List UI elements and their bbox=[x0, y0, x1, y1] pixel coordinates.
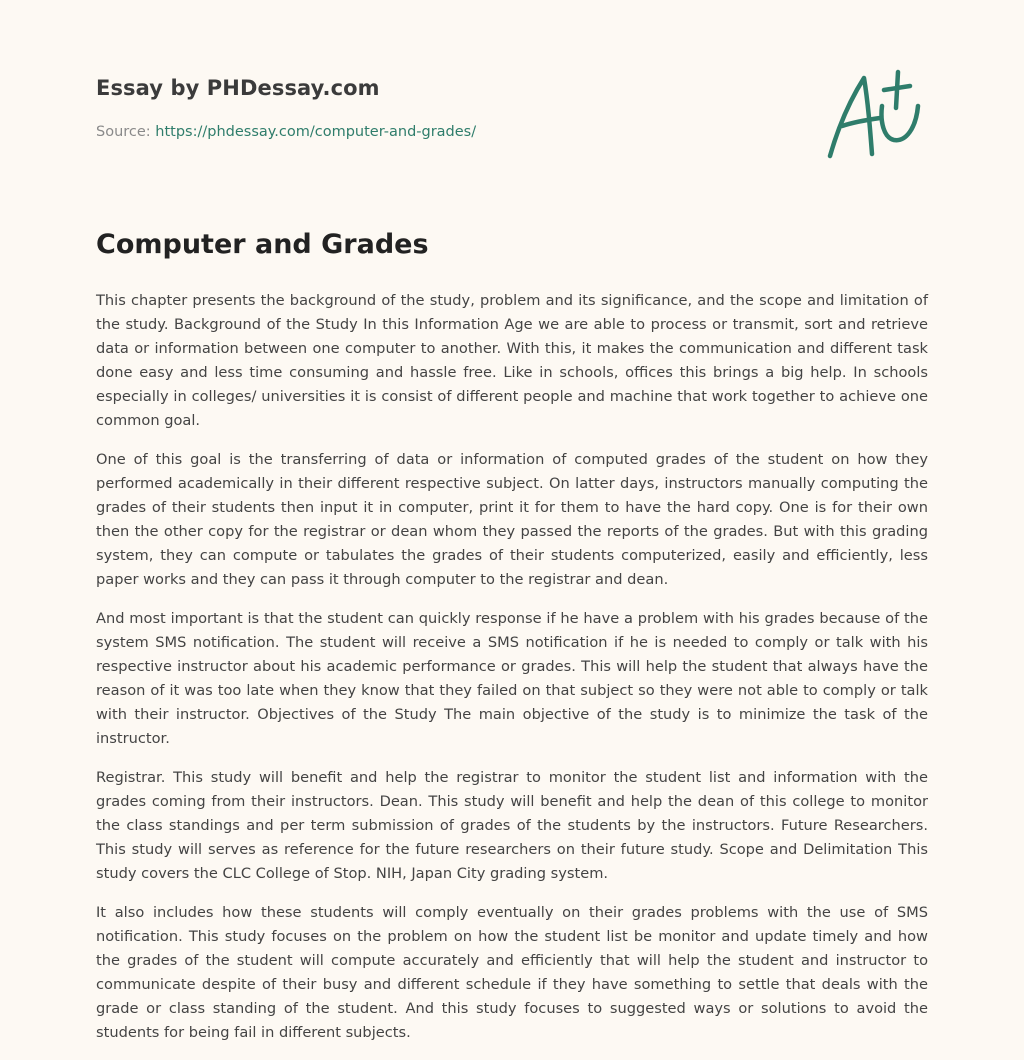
essay-title: Computer and Grades bbox=[96, 229, 429, 260]
brand-title: Essay by PHDessay.com bbox=[96, 76, 380, 100]
essay-paragraph: Registrar. This study will benefit and help the registrar to monitor the student list and information with the grades coming from their instructors. Dean. This study will benefit and help the dean of this college to monitor the class standings and per term submission of grades of the students by the instructors. Future Researchers. This study will serves as reference for the future researchers on their future study. Scope and Delimitation This study covers the CLC College of Stop. NIH, Japan City grading system. bbox=[96, 769, 928, 882]
essay-paragraph: One of this goal is the transferring of data or information of computed grades of the student on how they performed academically in their different respective subject. On latter days, instructors manually computing the grades of their students then input it in computer, print it for them to have the hard copy. One is for their own then the other copy for the registrar or dean whom they passed the reports of the grades. But with this grading system, they can compute or tabulates the grades of their students computerized, easily and efficiently, less paper works and they can pass it through computer to the registrar and dean. bbox=[96, 451, 928, 588]
source-line bbox=[96, 124, 476, 140]
a-plus-grade-icon bbox=[824, 66, 928, 166]
source-label: Source: bbox=[96, 124, 151, 140]
page-header bbox=[96, 0, 928, 195]
source-link[interactable]: https://phdessay.com/computer-and-grades/ bbox=[155, 124, 477, 140]
essay-paragraph: And most important is that the student can quickly response if he have a problem with his grades because of the system SMS notification. The student will receive a SMS notification if he is needed to comply or talk with his respective instructor about his academic performance or grades. This will help the student that always have the reason of it was too late when they know that they failed on that subject so they were not able to comply or talk with their instructor. Objectives of the Study The main objective of the study is to minimize the task of the instructor. bbox=[96, 610, 928, 747]
essay-paragraph: This chapter presents the background of the study, problem and its significance, and the scope and limitation of the study. Background of the Study In this Information Age we are able to process or transmit, sort and retrieve data or information between one computer to another. With this, it makes the communication and different task done easy and less time consuming and hassle free. Like in schools, offices this brings a big help. In schools especially in colleges/ universities it is consist of different people and machine that work together to achieve one common goal. bbox=[96, 292, 928, 429]
essay-body bbox=[96, 289, 928, 1045]
essay-paragraph: It also includes how these students will comply eventually on their grades problems with the use of SMS notification. This study focuses on the problem on how the student list be monitor and update timely and how the grades of the student will compute accurately and efficiently that will help the student and instructor to communicate despite of their busy and different schedule if they have something to settle that deals with the grade or class standing of the student. And this study focuses to suggested ways or solutions to avoid the students for being fail in different subjects. bbox=[96, 904, 928, 1041]
